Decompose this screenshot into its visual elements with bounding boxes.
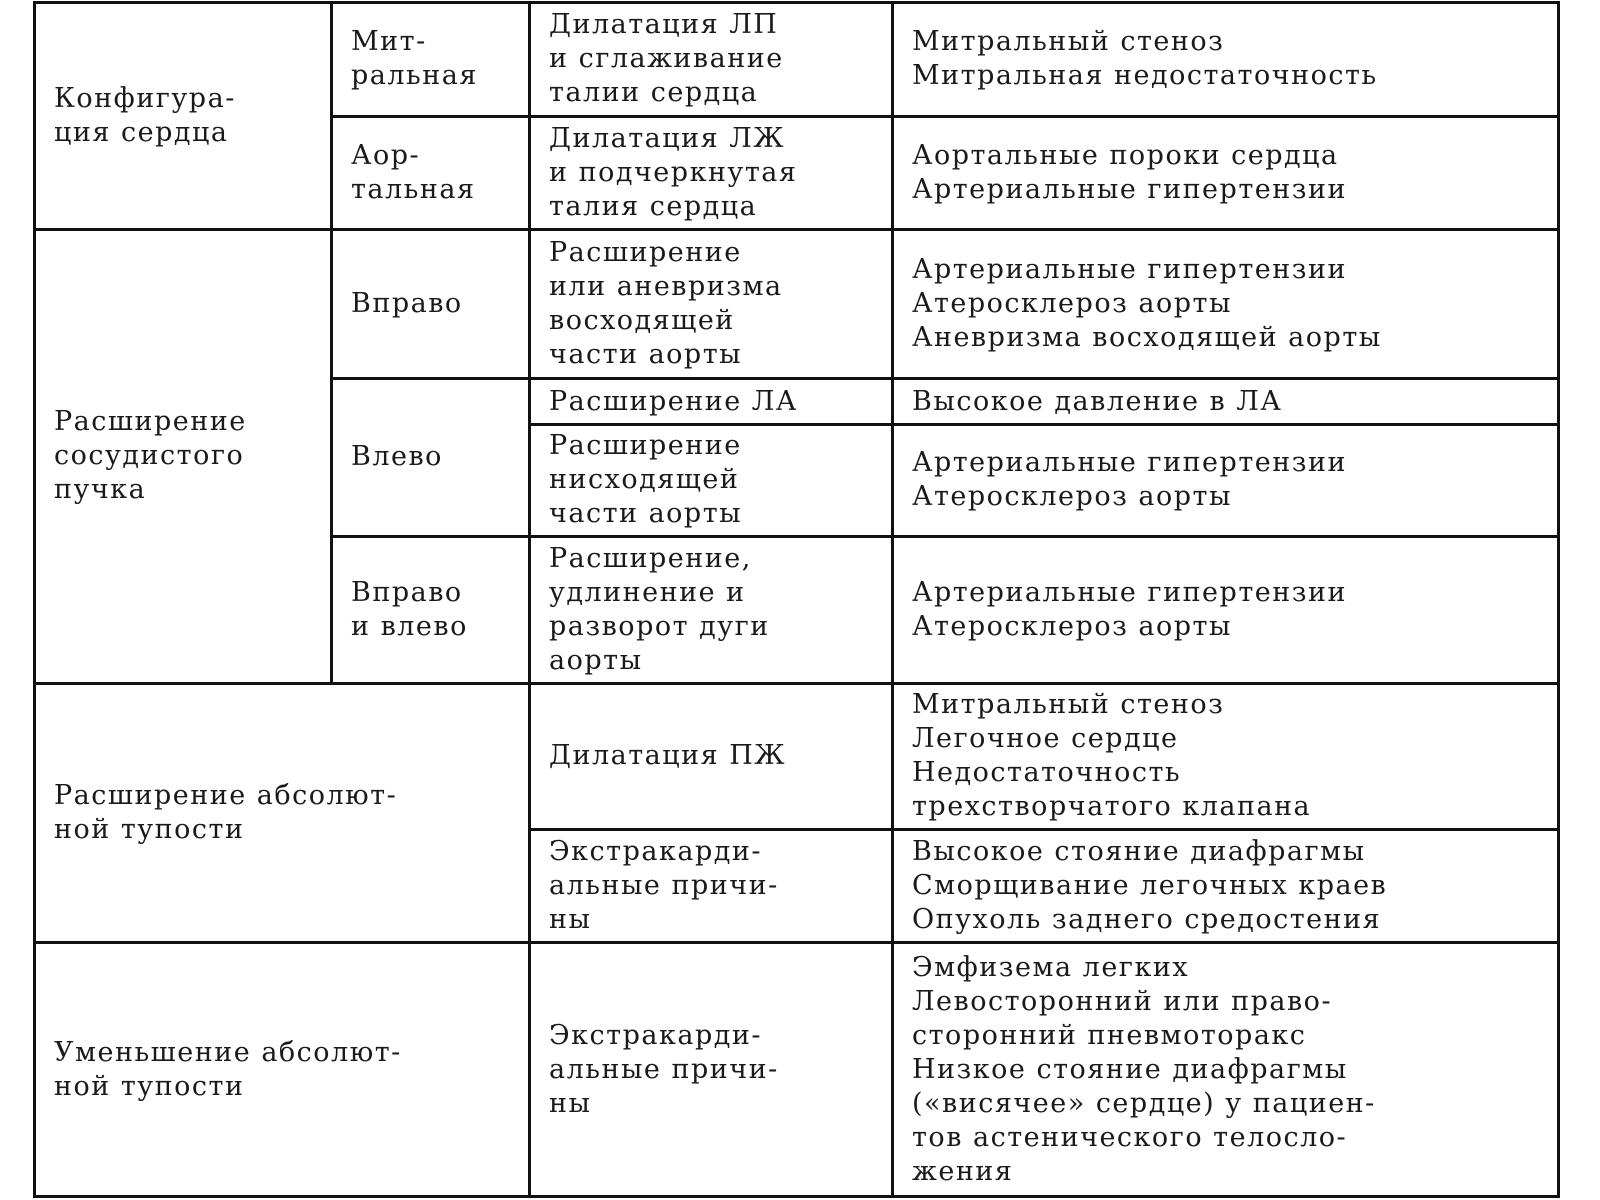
cell-line: («висячее» сердце) у пациен- — [912, 1087, 1376, 1119]
cell-line: тальная — [351, 173, 476, 205]
cell-line: Расширение — [54, 406, 247, 438]
cell-line: ральная — [351, 60, 478, 92]
cell-line: Артериальные гипертензии — [912, 254, 1347, 286]
finding-cell — [530, 683, 893, 829]
cell-line: восходящей — [549, 305, 735, 337]
cell-line: Артериальные гипертензии — [912, 576, 1347, 608]
cell-line: Низкое стояние диафрагмы — [912, 1053, 1348, 1085]
cell-line: и подчеркнутая — [549, 156, 798, 188]
cell-line: Расширение — [549, 430, 742, 462]
subtype-cell — [332, 379, 530, 536]
cell-line: Расширение ЛА — [549, 385, 798, 417]
cell-line: пучка — [54, 474, 147, 506]
group-cell — [35, 683, 530, 943]
finding-cell — [530, 3, 893, 117]
table-row — [35, 683, 1559, 829]
cell-line: Расширение, — [549, 542, 752, 574]
cell-line: Экстракарди- — [549, 836, 762, 868]
finding-cell — [530, 379, 893, 425]
cell-line: сторонний пневмоторакс — [912, 1019, 1307, 1051]
cell-line: разворот дуги — [549, 610, 770, 642]
group-cell — [35, 230, 332, 683]
cell-line: Эмфизема легких — [912, 951, 1190, 983]
table-row — [35, 3, 1559, 117]
table-row — [35, 230, 1559, 379]
subtype-cell — [332, 230, 530, 379]
cell-line: ной тупости — [54, 813, 245, 845]
finding-cell — [530, 424, 893, 536]
finding-cell — [530, 829, 893, 943]
cell-line: Влево — [351, 441, 443, 473]
causes-cell — [893, 536, 1559, 683]
cell-line: Дилатация ПЖ — [549, 740, 787, 772]
cell-line: Конфигура- — [54, 83, 236, 115]
cell-line: талия сердца — [549, 190, 758, 222]
cell-line: альные причи- — [549, 870, 779, 902]
cell-line: Высокое давление в ЛА — [912, 385, 1283, 417]
finding-cell — [530, 116, 893, 230]
finding-cell — [530, 230, 893, 379]
group-cell — [35, 3, 332, 230]
finding-cell — [530, 536, 893, 683]
causes-cell — [893, 943, 1559, 1197]
cell-line: Атеросклероз аорты — [912, 610, 1232, 642]
group-cell — [35, 943, 530, 1197]
cell-line: удлинение и — [549, 576, 746, 608]
cell-line: Сморщивание легочных краев — [912, 870, 1388, 902]
cell-line: Митральный стеноз — [912, 689, 1225, 721]
cell-line: Высокое стояние диафрагмы — [912, 836, 1366, 868]
cell-line: Расширение абсолют- — [54, 779, 398, 811]
cell-line: ция сердца — [54, 117, 229, 149]
subtype-cell — [332, 536, 530, 683]
classification-table — [33, 1, 1560, 1198]
cell-line: Дилатация ЛЖ — [549, 122, 786, 154]
cell-line: сосудистого — [54, 440, 245, 472]
cell-line: и влево — [351, 610, 468, 642]
cell-line: тов астенического телосло- — [912, 1121, 1348, 1153]
causes-cell — [893, 3, 1559, 117]
cell-line: Левосторонний или право- — [912, 985, 1333, 1017]
cell-line: альные причи- — [549, 1053, 779, 1085]
causes-cell — [893, 116, 1559, 230]
cell-line: или аневризма — [549, 271, 783, 303]
causes-cell — [893, 379, 1559, 425]
cell-line: Митральная недостаточность — [912, 60, 1378, 92]
cell-line: Вправо — [351, 576, 463, 608]
cell-line: ной тупости — [54, 1070, 245, 1102]
causes-cell — [893, 683, 1559, 829]
finding-cell — [530, 943, 893, 1197]
cell-line: трехстворчатого клапана — [912, 791, 1312, 823]
cell-line: Аор- — [351, 139, 421, 171]
cell-line: части аорты — [549, 339, 743, 371]
cell-line: Экстракарди- — [549, 1019, 762, 1051]
subtype-cell — [332, 3, 530, 117]
cell-line: Артериальные гипертензии — [912, 173, 1347, 205]
cell-line: нисходящей — [549, 464, 740, 496]
cell-line: ны — [549, 904, 592, 936]
cell-line: Атеросклероз аорты — [912, 288, 1232, 320]
cell-line: Митральный стеноз — [912, 26, 1225, 58]
cell-line: жения — [912, 1155, 1014, 1187]
causes-cell — [893, 424, 1559, 536]
cell-line: Атеросклероз аорты — [912, 481, 1232, 513]
cell-line: Аневризма восходящей аорты — [912, 322, 1382, 354]
cell-line: Вправо — [351, 288, 463, 320]
causes-cell — [893, 829, 1559, 943]
cell-line: Аортальные пороки сердца — [912, 139, 1339, 171]
cell-line: и сглаживание — [549, 43, 784, 75]
cell-line: части аорты — [549, 498, 743, 530]
cell-line: Расширение — [549, 237, 742, 269]
causes-cell — [893, 230, 1559, 379]
cell-line: Опухоль заднего средостения — [912, 904, 1382, 936]
cell-line: ны — [549, 1087, 592, 1119]
subtype-cell — [332, 116, 530, 230]
cell-line: Легочное сердце — [912, 723, 1179, 755]
cell-line: Мит- — [351, 26, 427, 58]
table-row — [35, 943, 1559, 1197]
cell-line: Недостаточность — [912, 757, 1182, 789]
cell-line: аорты — [549, 644, 643, 676]
cell-line: талии сердца — [549, 77, 759, 109]
cell-line: Дилатация ЛП — [549, 9, 779, 41]
cell-line: Артериальные гипертензии — [912, 447, 1347, 479]
cell-line: Уменьшение абсолют- — [54, 1036, 402, 1068]
